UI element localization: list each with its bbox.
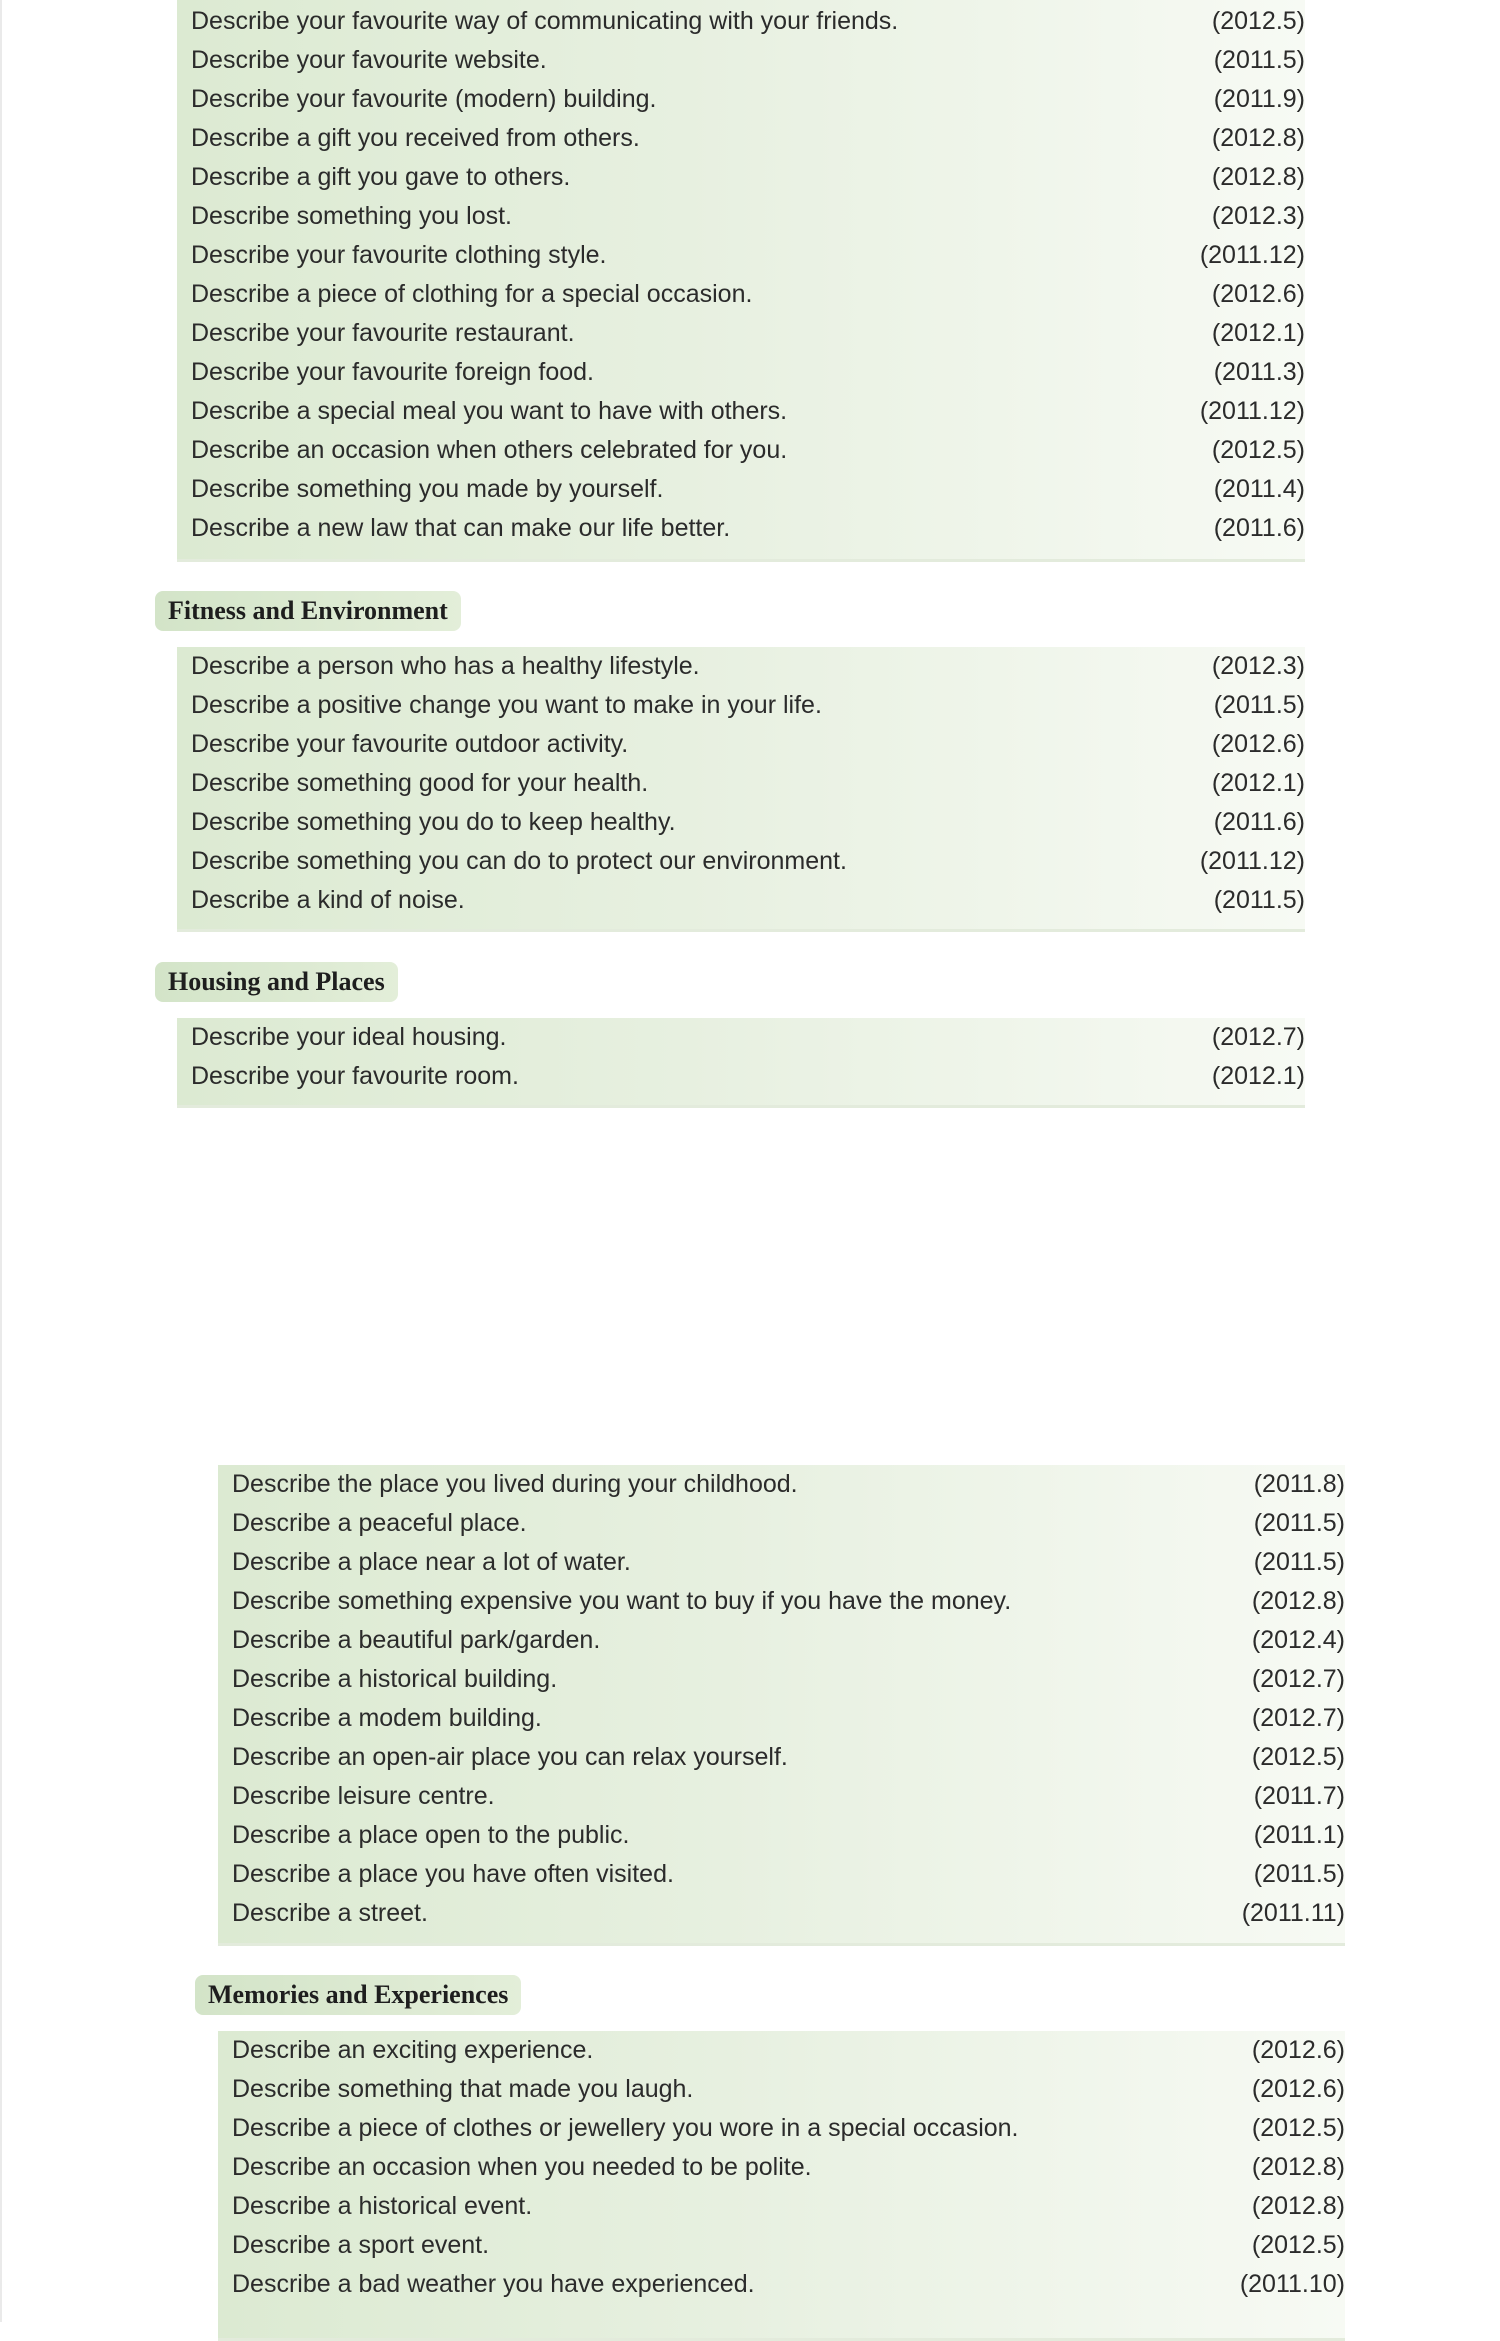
list-item xyxy=(177,314,1305,353)
topic-date: (2012.5) xyxy=(1251,2231,1345,2259)
list-item xyxy=(177,509,1305,548)
topic-text: Describe something you made by yourself. xyxy=(191,475,664,503)
topic-date: (2012.8) xyxy=(1251,2192,1345,2220)
topic-list-places xyxy=(218,1465,1345,1946)
topic-date: (2011.3) xyxy=(1213,358,1305,386)
topic-text: Describe something you can do to protect our environment. xyxy=(191,847,847,875)
list-item xyxy=(218,1816,1345,1855)
topic-date: (2012.7) xyxy=(1251,1665,1345,1693)
topic-text: Describe a gift you received from others. xyxy=(191,124,640,152)
topic-list-memories xyxy=(218,2031,1345,2341)
topic-list-general xyxy=(177,0,1305,562)
list-item xyxy=(177,803,1305,842)
topic-date: (2011.11) xyxy=(1241,1899,1345,1927)
topic-date: (2011.6) xyxy=(1213,808,1305,836)
section-heading-memories: Memories and Experiences xyxy=(195,1975,521,2015)
topic-date: (2011.5) xyxy=(1213,691,1305,719)
topic-date: (2011.8) xyxy=(1253,1470,1345,1498)
topic-text: Describe a historical building. xyxy=(232,1665,558,1693)
list-item xyxy=(177,119,1305,158)
list-item xyxy=(218,1738,1345,1777)
list-item xyxy=(177,431,1305,470)
section-heading-housing: Housing and Places xyxy=(155,962,398,1002)
topic-text: Describe a person who has a healthy lifestyle. xyxy=(191,652,700,680)
list-item xyxy=(218,1621,1345,1660)
list-item xyxy=(177,1057,1305,1096)
topic-date: (2011.5) xyxy=(1213,46,1305,74)
topic-date: (2011.5) xyxy=(1213,886,1305,914)
topic-date: (2012.8) xyxy=(1211,163,1305,191)
topic-text: Describe a new law that can make our life better. xyxy=(191,514,731,542)
topic-date: (2012.4) xyxy=(1251,1626,1345,1654)
topic-date: (2011.10) xyxy=(1239,2270,1345,2298)
topic-date: (2011.4) xyxy=(1213,475,1305,503)
topic-text: Describe a peaceful place. xyxy=(232,1509,527,1537)
topic-date: (2011.9) xyxy=(1213,85,1305,113)
topic-text: Describe something expensive you want to buy if you have the money. xyxy=(232,1587,1012,1615)
topic-date: (2012.3) xyxy=(1211,652,1305,680)
list-item xyxy=(218,1465,1345,1504)
list-item xyxy=(218,1777,1345,1816)
list-item xyxy=(218,1504,1345,1543)
list-item xyxy=(177,41,1305,80)
topic-date: (2012.1) xyxy=(1211,319,1305,347)
list-item xyxy=(218,2031,1345,2070)
list-item xyxy=(177,881,1305,920)
list-item xyxy=(177,197,1305,236)
list-item xyxy=(218,1855,1345,1894)
list-item xyxy=(218,2148,1345,2187)
topic-date: (2012.5) xyxy=(1251,2114,1345,2142)
topic-date: (2011.12) xyxy=(1199,241,1305,269)
section-heading-fitness: Fitness and Environment xyxy=(155,591,461,631)
list-item xyxy=(177,725,1305,764)
topic-date: (2012.8) xyxy=(1251,2153,1345,2181)
topic-text: Describe an exciting experience. xyxy=(232,2036,594,2064)
topic-list-fitness xyxy=(177,647,1305,932)
topic-date: (2012.7) xyxy=(1211,1023,1305,1051)
list-item xyxy=(177,80,1305,119)
topic-text: Describe your favourite foreign food. xyxy=(191,358,594,386)
list-item xyxy=(177,470,1305,509)
list-item xyxy=(218,2187,1345,2226)
topic-text: Describe a piece of clothing for a special occasion. xyxy=(191,280,753,308)
topic-text: Describe a positive change you want to make in your life. xyxy=(191,691,822,719)
list-item xyxy=(218,2226,1345,2265)
topic-date: (2011.12) xyxy=(1199,397,1305,425)
topic-date: (2012.1) xyxy=(1211,1062,1305,1090)
list-item xyxy=(177,275,1305,314)
topic-text: Describe a historical event. xyxy=(232,2192,533,2220)
topic-text: Describe an occasion when you needed to be polite. xyxy=(232,2153,812,2181)
topic-text: Describe your favourite room. xyxy=(191,1062,519,1090)
topic-text: Describe something you lost. xyxy=(191,202,512,230)
list-item xyxy=(218,1660,1345,1699)
topic-text: Describe an open-air place you can relax yourself. xyxy=(232,1743,788,1771)
topic-text: Describe your favourite website. xyxy=(191,46,547,74)
topic-date: (2012.5) xyxy=(1251,1743,1345,1771)
list-item xyxy=(218,1894,1345,1933)
topic-date: (2012.6) xyxy=(1251,2075,1345,2103)
topic-text: Describe your favourite outdoor activity. xyxy=(191,730,629,758)
topic-text: Describe your favourite way of communicating with your friends. xyxy=(191,7,899,35)
topic-date: (2011.1) xyxy=(1253,1821,1345,1849)
list-item xyxy=(177,1018,1305,1057)
topic-text: Describe a modem building. xyxy=(232,1704,542,1732)
topic-text: Describe something you do to keep healthy. xyxy=(191,808,676,836)
topic-text: Describe a kind of noise. xyxy=(191,886,465,914)
topic-date: (2011.7) xyxy=(1253,1782,1345,1810)
topic-text: Describe a sport event. xyxy=(232,2231,490,2259)
list-item xyxy=(177,647,1305,686)
list-item xyxy=(177,353,1305,392)
list-item xyxy=(177,158,1305,197)
topic-text: Describe a gift you gave to others. xyxy=(191,163,571,191)
list-item xyxy=(218,2265,1345,2304)
topic-text: Describe a street. xyxy=(232,1899,428,1927)
topic-date: (2011.5) xyxy=(1253,1860,1345,1888)
topic-text: Describe a piece of clothes or jewellery you wore in a special occasion. xyxy=(232,2114,1019,2142)
topic-date: (2011.5) xyxy=(1253,1509,1345,1537)
list-item xyxy=(177,2,1305,41)
topic-list-housing xyxy=(177,1018,1305,1108)
topic-text: Describe your favourite (modern) building. xyxy=(191,85,657,113)
topic-text: Describe your favourite clothing style. xyxy=(191,241,607,269)
topic-text: Describe your ideal housing. xyxy=(191,1023,507,1051)
list-item xyxy=(218,2070,1345,2109)
topic-date: (2011.12) xyxy=(1199,847,1305,875)
topic-text: Describe the place you lived during your childhood. xyxy=(232,1470,798,1498)
list-item xyxy=(177,686,1305,725)
topic-date: (2011.5) xyxy=(1253,1548,1345,1576)
topic-date: (2012.6) xyxy=(1251,2036,1345,2064)
topic-text: Describe something that made you laugh. xyxy=(232,2075,694,2103)
topic-text: Describe leisure centre. xyxy=(232,1782,495,1810)
list-item xyxy=(218,2109,1345,2148)
topic-text: Describe your favourite restaurant. xyxy=(191,319,575,347)
topic-date: (2012.6) xyxy=(1211,280,1305,308)
topic-text: Describe a place you have often visited. xyxy=(232,1860,674,1888)
topic-text: Describe a bad weather you have experienced. xyxy=(232,2270,755,2298)
topic-date: (2012.6) xyxy=(1211,730,1305,758)
list-item xyxy=(218,1543,1345,1582)
topic-text: Describe a special meal you want to have with others. xyxy=(191,397,788,425)
topic-text: Describe a beautiful park/garden. xyxy=(232,1626,601,1654)
list-item xyxy=(177,764,1305,803)
topic-date: (2012.7) xyxy=(1251,1704,1345,1732)
list-item xyxy=(218,1699,1345,1738)
topic-date: (2011.6) xyxy=(1213,514,1305,542)
topic-date: (2012.1) xyxy=(1211,769,1305,797)
list-item xyxy=(177,392,1305,431)
topic-text: Describe a place open to the public. xyxy=(232,1821,630,1849)
topic-date: (2012.5) xyxy=(1211,436,1305,464)
topic-date: (2012.3) xyxy=(1211,202,1305,230)
topic-date: (2012.5) xyxy=(1211,7,1305,35)
topic-date: (2012.8) xyxy=(1211,124,1305,152)
topic-text: Describe a place near a lot of water. xyxy=(232,1548,631,1576)
topic-text: Describe something good for your health. xyxy=(191,769,649,797)
list-item xyxy=(177,236,1305,275)
topic-date: (2012.8) xyxy=(1251,1587,1345,1615)
list-item xyxy=(177,842,1305,881)
list-item xyxy=(218,1582,1345,1621)
topic-text: Describe an occasion when others celebrated for you. xyxy=(191,436,788,464)
